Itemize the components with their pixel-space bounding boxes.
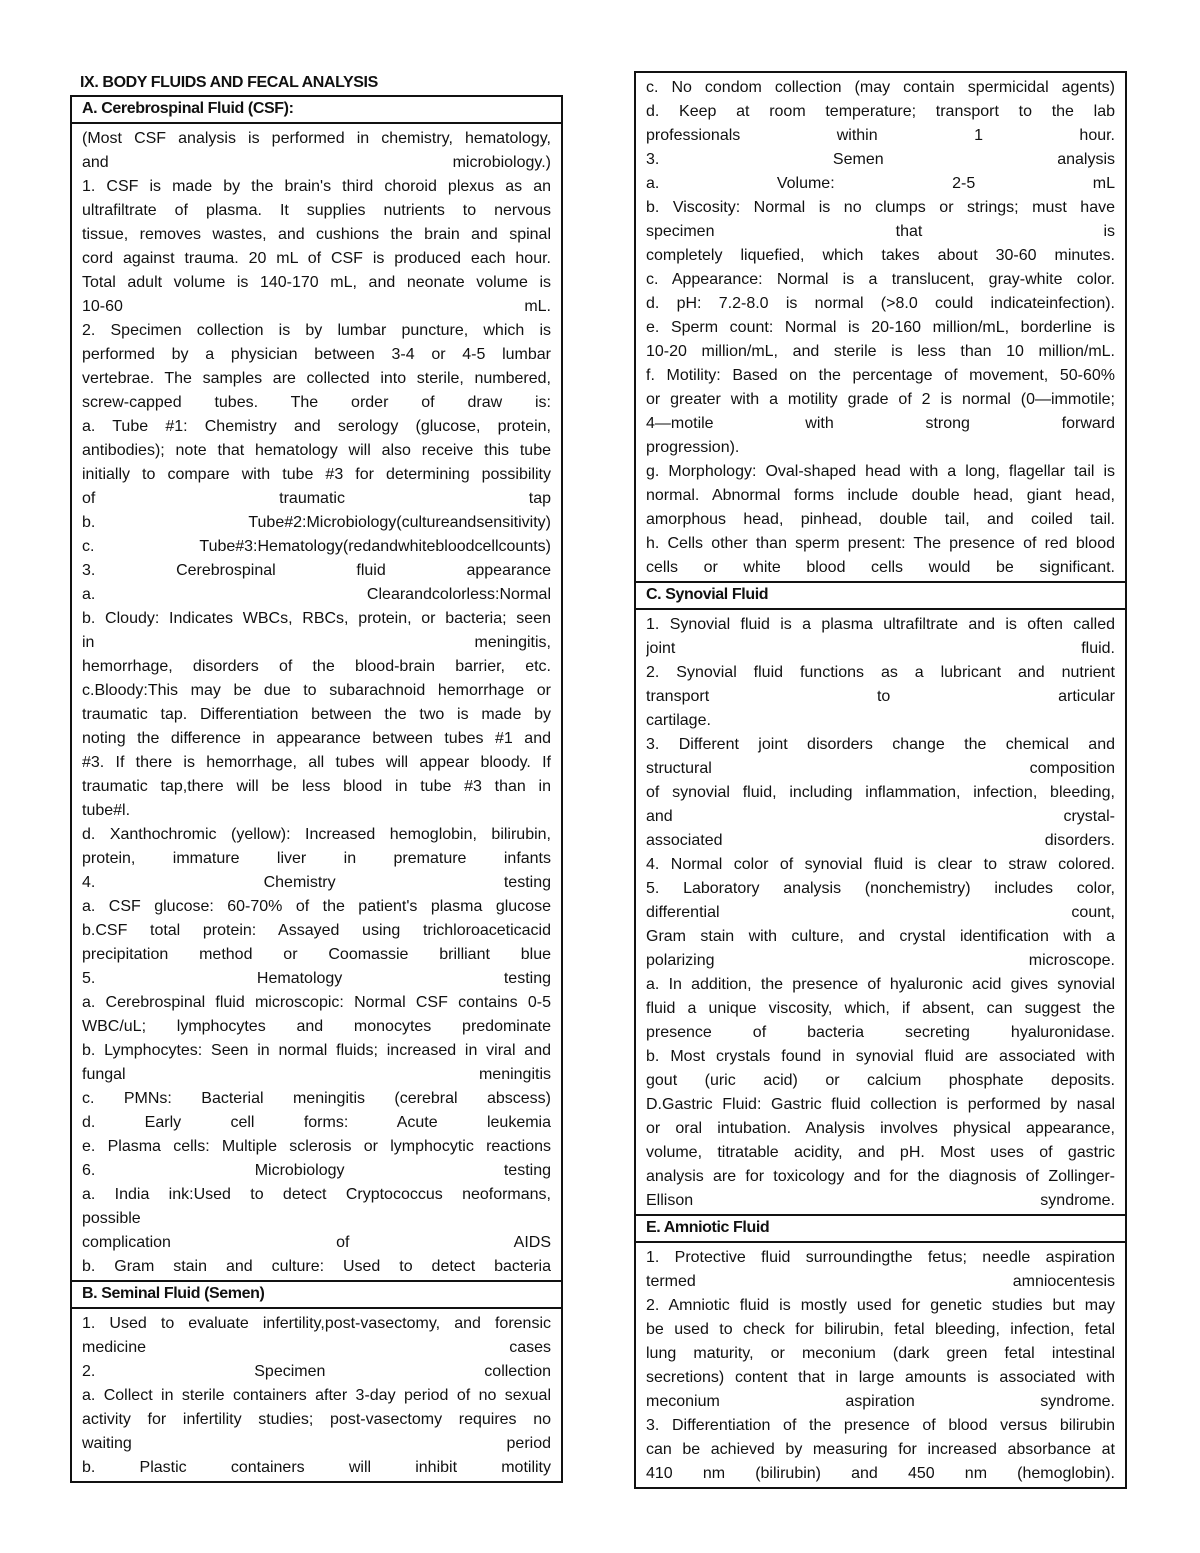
text-line: a. Collect in sterile containers after 3-day period of no sexual [82,1387,551,1404]
text-line: medicine cases [82,1339,551,1356]
text-line: fungal meningitis [82,1066,551,1083]
text-line: Ellison syndrome. [646,1192,1115,1209]
text-line: structural composition [646,760,1115,777]
text-line: activity for infertility studies; post-vasectomy requires no [82,1411,551,1428]
text-line: of synovial fluid, including inflammation, infection, bleeding, [646,784,1115,801]
text-line: d. Early cell forms: Acute leukemia [82,1114,551,1131]
section-body [636,610,1125,1214]
text-line: cartilage. [646,712,711,729]
text-line: 3. Cerebrospinal fluid appearance [82,562,551,579]
text-line: f. Motility: Based on the percentage of movement, 50-60% [646,367,1115,384]
text-line: a. CSF glucose: 60-70% of the patient's plasma glucose [82,898,551,915]
text-line: h. Cells other than sperm present: The presence of red blood [646,535,1115,552]
text-line: e. Sperm count: Normal is 20-160 million/mL, borderline is [646,319,1115,336]
text-line: analysis are for toxicology and for the diagnosis of Zollinger- [646,1168,1115,1185]
section-body [636,1243,1125,1487]
text-line: 1. Protective fluid surroundingthe fetus; needle aspiration [646,1249,1115,1266]
text-line: b. Most crystals found in synovial fluid are associated with [646,1048,1115,1065]
text-line: #3. If there is hemorrhage, all tubes will appear bloody. If [82,754,551,771]
section-body [636,73,1125,581]
text-line: b.CSF total protein: Assayed using trichloroaceticacid [82,922,551,939]
text-line: specimen that is [646,223,1115,240]
section-seminal [70,1282,563,1483]
text-line: (Most CSF analysis is performed in chemistry, hematology, [82,130,551,147]
text-line: cells or white blood cells would be significant. [646,559,1115,576]
text-line: d. Xanthochromic (yellow): Increased hemoglobin, bilirubin, [82,826,551,843]
text-line: or greater with a motility grade of 2 is normal (0—immotile; [646,391,1115,408]
text-line: possible [82,1210,141,1227]
right-column [634,71,1127,1489]
text-line: normal. Abnormal forms include double head, giant head, [646,487,1115,504]
text-line: 3. Different joint disorders change the chemical and [646,736,1115,753]
section-header: E. Amniotic Fluid [636,1216,1125,1243]
text-line: 2. Synovial fluid functions as a lubricant and nutrient [646,664,1115,681]
text-line: 1. Synovial fluid is a plasma ultrafiltrate and is often called [646,616,1115,633]
section-header: B. Seminal Fluid (Semen) [72,1282,561,1309]
text-line: 410 nm (bilirubin) and 450 nm (hemoglobin). [646,1465,1115,1482]
text-line: 10-60 mL. [82,298,551,315]
text-line: a. Cerebrospinal fluid microscopic: Normal CSF contains 0-5 [82,994,551,1011]
text-line: 5. Laboratory analysis (nonchemistry) includes color, [646,880,1115,897]
text-line: a. India ink:Used to detect Cryptococcus neoformans, [82,1186,551,1203]
text-line: lung maturity, or meconium (dark green fetal intestinal [646,1345,1115,1362]
section-amniotic [634,1216,1127,1489]
text-line: can be achieved by measuring for increased absorbance at [646,1441,1115,1458]
text-line: b. Tube#2:Microbiology(cultureandsensitivity) [82,514,551,531]
text-line: initially to compare with tube #3 for determining possibility [82,466,551,483]
text-line: ultrafiltrate of plasma. It supplies nutrients to nervous [82,202,551,219]
text-line: 3. Semen analysis [646,151,1115,168]
text-line: cord against trauma. 20 mL of CSF is produced each hour. [82,250,551,267]
text-line: 1. Used to evaluate infertility,post-vasectomy, and forensic [82,1315,551,1332]
text-line: a. Tube #1: Chemistry and serology (glucose, protein, [82,418,551,435]
text-line: waiting period [82,1435,551,1452]
text-line: gout (uric acid) or calcium phosphate deposits. [646,1072,1115,1089]
text-line: amorphous head, pinhead, double tail, and coiled tail. [646,511,1115,528]
text-line: 4. Chemistry testing [82,874,551,891]
text-line: completely liquefied, which takes about 30-60 minutes. [646,247,1115,264]
text-line: c. Tube#3:Hematology(redandwhitebloodcellcounts) [82,538,551,555]
text-line: 2. Specimen collection is by lumbar puncture, which is [82,322,551,339]
text-line: and crystal- [646,808,1115,825]
text-line: g. Morphology: Oval-shaped head with a long, flagellar tail is [646,463,1115,480]
section-synovial [634,583,1127,1216]
text-line: b. Plastic containers will inhibit motility [82,1459,551,1476]
page-title: IX. BODY FLUIDS AND FECAL ANALYSIS [80,74,378,91]
section-body [72,124,561,1280]
text-line: be used to check for bilirubin, fetal bleeding, infection, fetal [646,1321,1115,1338]
text-line: 2. Amniotic fluid is mostly used for genetic studies but may [646,1297,1115,1314]
text-line: hemorrhage, disorders of the blood-brain barrier, etc. [82,658,551,675]
text-line: traumatic tap. Differentiation between the two is made by [82,706,551,723]
text-line: vertebrae. The samples are collected into sterile, numbered, [82,370,551,387]
text-line: professionals within 1 hour. [646,127,1115,144]
section-header: A. Cerebrospinal Fluid (CSF): [72,97,561,124]
section-header: C. Synovial Fluid [636,583,1125,610]
text-line: c. No condom collection (may contain spermicidal agents) [646,79,1115,96]
text-line: b. Viscosity: Normal is no clumps or strings; must have [646,199,1115,216]
text-line: of traumatic tap [82,490,551,507]
text-line: antibodies); note that hematology will also receive this tube [82,442,551,459]
text-line: progression). [646,439,740,456]
text-line: Total adult volume is 140-170 mL, and neonate volume is [82,274,551,291]
text-line: b. Lymphocytes: Seen in normal fluids; increased in viral and [82,1042,551,1059]
text-line: 5. Hematology testing [82,970,551,987]
text-line: 10-20 million/mL, and sterile is less than 10 million/mL. [646,343,1115,360]
text-line: associated disorders. [646,832,1115,849]
text-line: c. Appearance: Normal is a translucent, gray-white color. [646,271,1115,288]
text-line: joint fluid. [646,640,1115,657]
text-line: D.Gastric Fluid: Gastric fluid collection is performed by nasal [646,1096,1115,1113]
text-line: screw-capped tubes. The order of draw is: [82,394,551,411]
text-line: polarizing microscope. [646,952,1115,969]
text-line: transport to articular [646,688,1115,705]
section-body [72,1309,561,1481]
text-line: a. Volume: 2-5 mL [646,175,1115,192]
text-line: meconium aspiration syndrome. [646,1393,1115,1410]
text-line: volume, titratable acidity, and pH. Most uses of gastric [646,1144,1115,1161]
text-line: 6. Microbiology testing [82,1162,551,1179]
section-csf [70,95,563,1282]
section-seminal-cont [634,71,1127,583]
text-line: differential count, [646,904,1115,921]
text-line: in meningitis, [82,634,551,651]
text-line: complication of AIDS [82,1234,551,1251]
text-line: e. Plasma cells: Multiple sclerosis or lymphocytic reactions [82,1138,551,1155]
text-line: precipitation method or Coomassie brilliant blue [82,946,551,963]
text-line: 3. Differentiation of the presence of blood versus bilirubin [646,1417,1115,1434]
left-column [70,95,563,1483]
text-line: b. Cloudy: Indicates WBCs, RBCs, protein, or bacteria; seen [82,610,551,627]
text-line: protein, immature liver in premature infants [82,850,551,867]
text-line: or oral intubation. Analysis involves physical appearance, [646,1120,1115,1137]
text-line: secretions) content that in large amounts is associated with [646,1369,1115,1386]
text-line: 2. Specimen collection [82,1363,551,1380]
text-line: d. Keep at room temperature; transport to the lab [646,103,1115,120]
text-line: presence of bacteria secreting hyaluronidase. [646,1024,1115,1041]
text-line: 1. CSF is made by the brain's third choroid plexus as an [82,178,551,195]
text-line: WBC/uL; lymphocytes and monocytes predominate [82,1018,551,1035]
text-line: a. In addition, the presence of hyaluronic acid gives synovial [646,976,1115,993]
text-line: and microbiology.) [82,154,551,171]
text-line: noting the difference in appearance between tubes #1 and [82,730,551,747]
text-line: fluid a unique viscosity, which, if absent, can suggest the [646,1000,1115,1017]
text-line: Gram stain with culture, and crystal identification with a [646,928,1115,945]
text-line: tube#l. [82,802,131,819]
text-line: tissue, removes wastes, and cushions the brain and spinal [82,226,551,243]
text-line: c.Bloody:This may be due to subarachnoid hemorrhage or [82,682,551,699]
text-line: termed amniocentesis [646,1273,1115,1290]
text-line: a. Clearandcolorless:Normal [82,586,551,603]
text-line: 4. Normal color of synovial fluid is clear to straw colored. [646,856,1115,873]
text-line: 4—motile with strong forward [646,415,1115,432]
text-line: c. PMNs: Bacterial meningitis (cerebral abscess) [82,1090,551,1107]
text-line: performed by a physician between 3-4 or 4-5 lumbar [82,346,551,363]
text-line: b. Gram stain and culture: Used to detect bacteria [82,1258,551,1275]
text-line: d. pH: 7.2-8.0 is normal (>8.0 could indicateinfection). [646,295,1115,312]
text-line: traumatic tap,there will be less blood in tube #3 than in [82,778,551,795]
